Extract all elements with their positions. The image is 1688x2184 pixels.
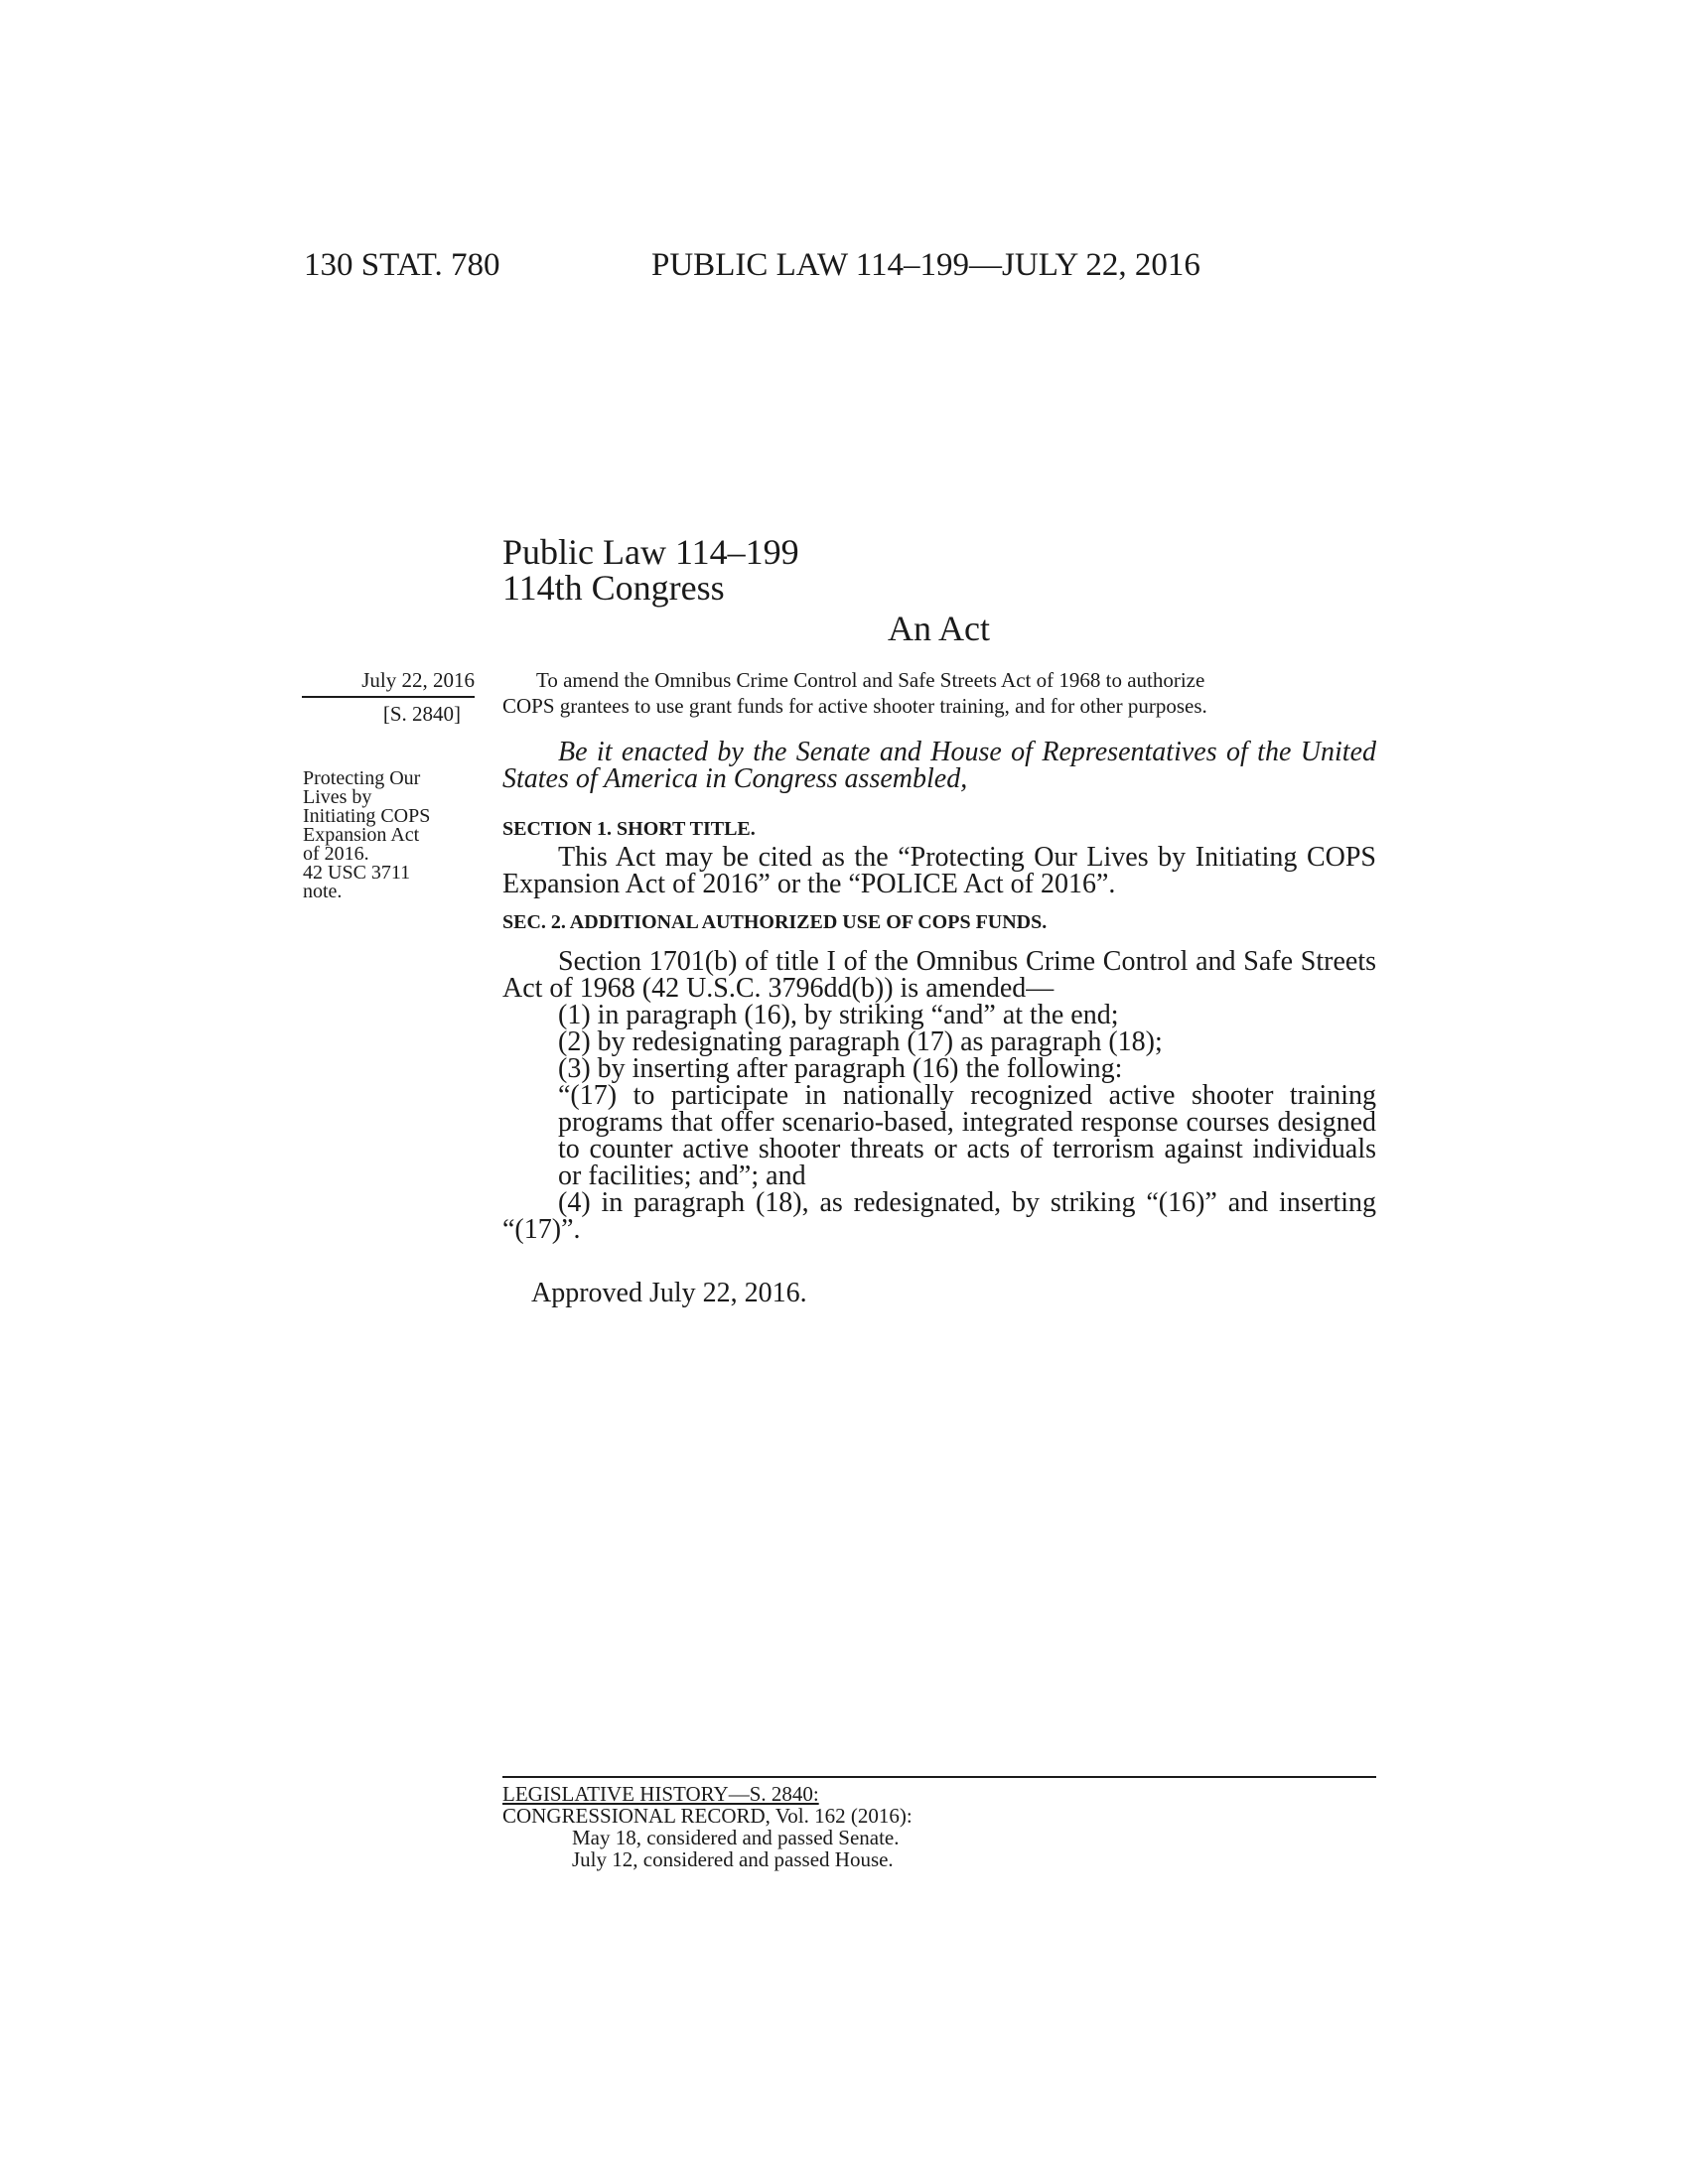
sidenote-line: Protecting Our [303,767,421,789]
act-heading: An Act [888,609,990,648]
stat-page-reference: 130 STAT. 780 [304,247,500,283]
history-entry: May 18, considered and passed Senate. [572,1826,900,1849]
amendment-item: (2) by redesignating paragraph (17) as paragraph (18); [558,1026,1163,1057]
sidenote-line: Expansion Act [303,824,420,846]
margin-divider [302,696,475,698]
congressional-record: CONGRESSIONAL RECORD, Vol. 162 (2016): [502,1804,913,1828]
amendment-item-4: (4) in paragraph (18), as redesignated, by striking “(16)” and inserting “(17)”. [502,1187,1376,1245]
congress-number: 114th Congress [502,568,725,608]
section-2-body [502,948,1376,1243]
amendment-item: (3) by inserting after paragraph (16) the following: [558,1053,1123,1084]
quoted-paragraph-17: “(17) to participate in nationally recognized active shooter training programs that offer scenario-based, integrated response courses designed to counter active shooter threats or acts of terrorism against individuals or facilities; and”; and [558,1080,1376,1191]
public-law-number: Public Law 114–199 [502,532,799,572]
purpose-clause [502,667,1376,719]
margin-sidenote [303,769,482,901]
footer-divider [502,1776,1376,1778]
running-header-law-title: PUBLIC LAW 114–199—JULY 22, 2016 [651,247,1200,283]
purpose-line: COPS grantees to use grant funds for active shooter training, and for other purposes. [502,694,1207,718]
purpose-line: To amend the Omnibus Crime Control and Safe Streets Act of 1968 to authorize [536,668,1205,692]
sidenote-line: Initiating COPS [303,805,431,827]
section-2-intro: Section 1701(b) of title I of the Omnibus Crime Control and Safe Streets Act of 1968 (42 U.S.C. 3796dd(b)) is amended— [502,946,1376,1004]
amendment-item: (1) in paragraph (16), by striking “and” at the end; [558,1000,1119,1030]
approval-date: Approved July 22, 2016. [531,1278,807,1308]
sidenote-line: note. [303,881,343,902]
history-entry: July 12, considered and passed House. [572,1847,894,1871]
section-1-heading: SECTION 1. SHORT TITLE. [502,818,756,840]
margin-enactment-date: July 22, 2016 [361,668,475,692]
legislative-history [502,1783,913,1870]
margin-bill-number: [S. 2840] [382,702,461,726]
sidenote-line: 42 USC 3711 [303,862,411,884]
section-2-heading: SEC. 2. ADDITIONAL AUTHORIZED USE OF COPS FUNDS. [502,911,1048,933]
law-title-block [502,534,799,606]
sidenote-line: of 2016. [303,843,369,865]
section-1-text: This Act may be cited as the “Protecting Our Lives by Initiating COPS Expansion Act of 2016” or the “POLICE Act of 2016”. [502,842,1376,899]
legislative-history-heading: LEGISLATIVE HISTORY—S. 2840: [502,1782,819,1806]
sidenote-line: Lives by [303,786,372,808]
enacting-clause: Be it enacted by the Senate and House of Representatives of the United States of America in Congress assembled, [502,737,1376,794]
